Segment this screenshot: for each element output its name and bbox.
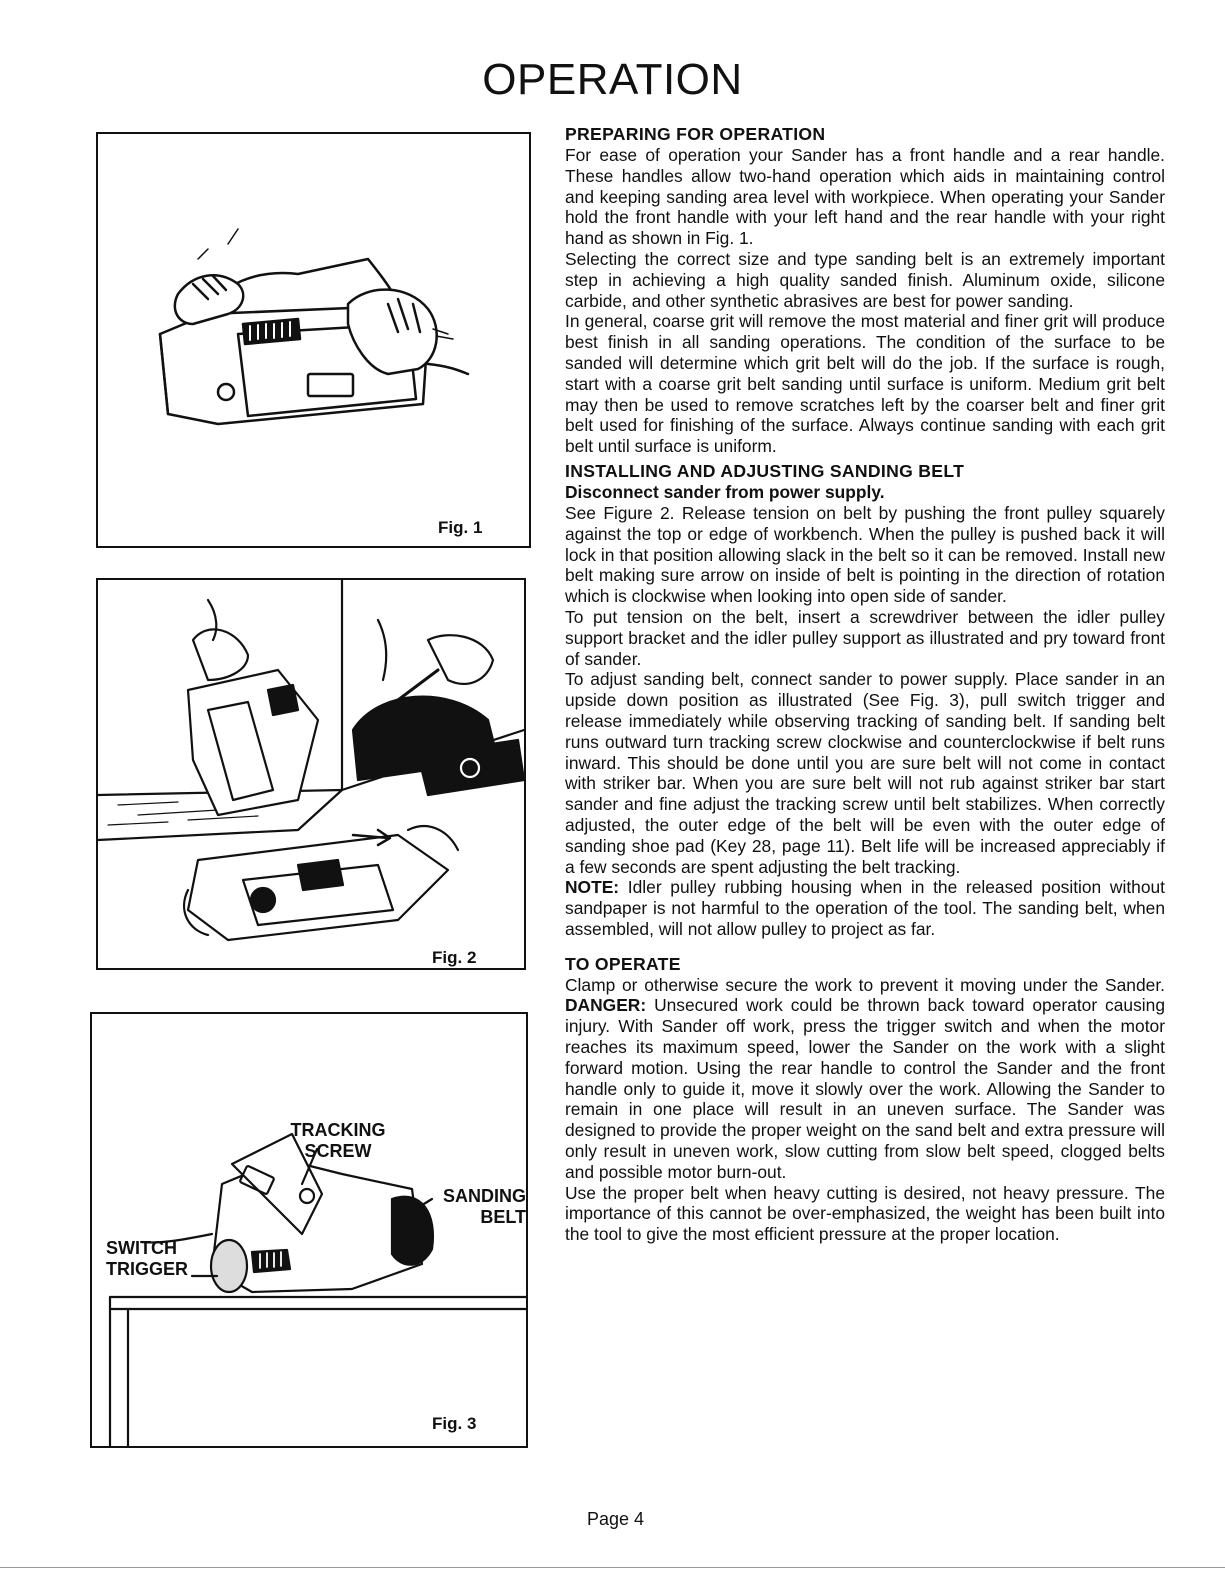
installing-note (565, 877, 1165, 939)
figure-2-label: Fig. 2 (432, 948, 477, 967)
tracking-callout-line2: SCREW (304, 1141, 372, 1161)
main-text-column (565, 124, 1165, 1245)
belt-installation-illustration (98, 580, 524, 968)
operate-paragraph-2: Use the proper belt when heavy cutting is desired, not heavy pressure. The importance of this cannot be over-emphasized, the weight has been built into the tool to give the most efficient pressure at the proper location. (565, 1182, 1165, 1245)
note-text: Idler pulley rubbing housing when in the released position without sandpaper is not harmful to the operation of the tool. The sanding belt, when assembled, will not allow pulley to project as far. (565, 877, 1165, 939)
figure-3-label: Fig. 3 (432, 1414, 477, 1433)
installing-paragraph-2: To put tension on the belt, insert a screwdriver between the idler pulley support bracket and the idler pulley support as illustrated and pry toward front of sander. (565, 606, 1165, 669)
installing-heading: INSTALLING AND ADJUSTING SANDING BELT (565, 460, 965, 481)
operate-p1-start: Clamp or otherwise secure the work to prevent it moving under the Sander. (565, 974, 1165, 995)
section-gap (565, 940, 1165, 954)
preparing-paragraph-1: For ease of operation your Sander has a front handle and a rear handle. These handles allow two-hand operation which aids in maintaining control and keeping sanding area level with workpiece. When operating your Sander hold the front handle with your left hand and the rear handle with your right hand as shown in Fig. 1. (565, 145, 1165, 249)
operate-heading: TO OPERATE (565, 953, 681, 974)
danger-lead: DANGER: (565, 995, 647, 1016)
switch-callout-line2: TRIGGER (106, 1259, 189, 1279)
figure-3 (90, 1012, 528, 1448)
sanding-belt-callout (422, 1186, 526, 1228)
sanding-callout-line1: SANDING (442, 1186, 526, 1206)
page-title: OPERATION (482, 55, 743, 104)
figure-1 (96, 132, 531, 548)
figure-1-label: Fig. 1 (438, 518, 483, 537)
installing-paragraph-3: To adjust sanding belt, connect sander to power supply. Place sander in an upside down position as illustrated (See Fig. 3), pull switch trigger and release immediately while observing tracking of sanding belt. If sanding belt runs outward turn tracking screw clockwise and counterclockwise if belt runs inward. This should be done until you are sure belt will not come in contact with striker bar. When you are sure belt will not rub against striker bar start sander and fine adjust the tracking screw until belt stabilizes. When correctly adjusted, the outer edge of the belt will be even with the outer edge of sanding shoe pad (Key 28, page 11). Belt life will be increased appreciably if a few seconds are spent adjusting the belt tracking. (565, 669, 1165, 877)
installing-subheading: Disconnect sander from power supply. (565, 481, 885, 502)
sander-front-rear-handle-illustration (98, 134, 529, 546)
preparing-paragraph-3: In general, coarse grit will remove the most material and finer grit will produce best finish in all sanding operations. The condition of the surface to be sanded will determine which grit belt will do the job. If the surface is rough, start with a coarse grit belt sanding until surface is uniform. Medium grit belt may then be used to remove scratches left by the coarser belt and finer grit belt used for finishing of the surface. Always continue sanding with each grit belt until surface is uniform. (565, 311, 1165, 457)
installing-paragraph-1: See Figure 2. Release tension on belt by pushing the front pulley squarely against the top or edge of workbench. When the pulley is pushed back it will lock in that position allowing slack in the belt so it can be removed. Install new belt making sure arrow on inside of belt is pointing in the direction of rotation which is clockwise when looking into open side of sander. (565, 502, 1165, 607)
figure-2 (96, 578, 526, 970)
switch-trigger-callout (106, 1238, 202, 1280)
tracking-screw-callout (288, 1120, 388, 1162)
switch-callout-line1: SWITCH (106, 1238, 177, 1258)
operate-paragraph-1 (565, 975, 1165, 1183)
operate-p1-rest: Unsecured work could be thrown back toward operator causing injury. With Sander off work, press the trigger switch and when the motor reaches its maximum speed, lower the Sander on the work with a slight forward motion. Using the rear handle to control the Sander and the front handle only to guide it, move it slowly over the work. Allowing the Sander to remain in one place will result in an uneven surface. The Sander was designed to provide the proper weight on the sand belt and extra pressure will only result in uneven work, slow cutting from slow belt speed, clogged belts and possible motor burn-out. (565, 995, 1165, 1182)
bottom-rule (0, 1567, 1225, 1568)
tracking-callout-line1: TRACKING (290, 1120, 386, 1140)
tracking-adjustment-illustration (92, 1014, 526, 1446)
preparing-heading: PREPARING FOR OPERATION (565, 124, 826, 144)
note-lead: NOTE: (565, 877, 620, 898)
page-number: Page 4 (587, 1509, 645, 1529)
sanding-callout-line2: BELT (480, 1207, 526, 1227)
preparing-paragraph-2: Selecting the correct size and type sanding belt is an extremely important step in achieving a high quality sanded finish. Aluminum oxide, silicone carbide, and other synthetic abrasives are best for power sanding. (565, 248, 1165, 311)
